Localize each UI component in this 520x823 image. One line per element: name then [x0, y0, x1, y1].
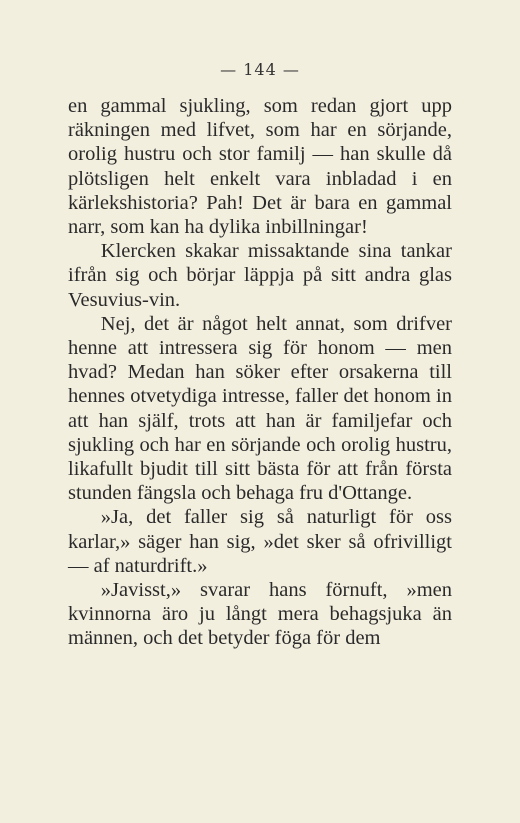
paragraph-1: en gammal sjukling, som redan gjort upp räkningen med lifvet, som har en sörjande, orolig hustru och stor familj — han skulle då plötsligen helt enkelt vara inbladad i en kärlekshistoria? Pah! Det är bara en gammal narr, som kan ha dylika inbillningar! [68, 95, 452, 239]
paragraph-3: Nej, det är något helt annat, som drifver henne att intressera sig för honom — men hvad? Medan han söker efter orsakerna till hennes otvetydiga intresse, faller det honom in att han själf, trots att han är familjefar och sjukling och har en sörjande och orolig hustru, likafullt bjudit till sitt bästa för att från första stunden fängsla och behaga fru d'Ottange. [68, 312, 452, 505]
paragraph-2: Klercken skakar missaktande sina tankar ifrån sig och börjar läppja på sitt andra glas Vesuvius-vin. [68, 240, 452, 311]
body-text [68, 94, 452, 651]
paragraph-4: »Ja, det faller sig så naturligt för oss karlar,» säger han sig, »det sker så ofrivilligt — af naturdrift.» [68, 506, 452, 577]
paragraph-5: »Javisst,» svarar hans förnuft, »men kvinnorna äro ju långt mera behagsjuka än männen, och det betyder föga för dem [68, 579, 452, 650]
page-number: — 144 — [220, 60, 300, 79]
